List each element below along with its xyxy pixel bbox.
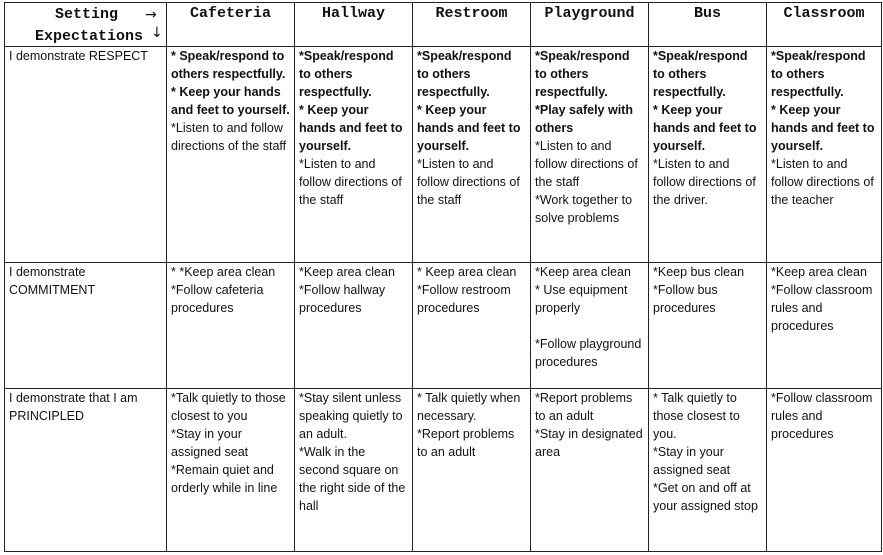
cell-respect-restroom — [413, 47, 531, 263]
expectation-item: *Keep area clean — [771, 265, 867, 279]
row-label-line: COMMITMENT — [9, 283, 96, 297]
expectation-item: *Follow playground procedures — [535, 337, 642, 369]
expectation-item: *Stay in your assigned seat — [653, 445, 731, 477]
cell-commitment-restroom — [413, 263, 531, 389]
expectation-item: * Talk quietly when necessary. — [417, 391, 521, 423]
expectation-item: * Keep your hands and feet to yourself. — [653, 103, 757, 153]
cell-principled-cafeteria — [167, 389, 295, 552]
cell-principled-playground — [531, 389, 649, 552]
arrow-down-icon: ↓ — [151, 25, 163, 41]
expectation-item: *Listen to and follow directions of the driver. — [653, 157, 756, 207]
column-header-cafeteria: Cafeteria — [167, 3, 295, 47]
cell-respect-playground — [531, 47, 649, 263]
header-row — [5, 3, 882, 47]
column-header-restroom: Restroom — [413, 3, 531, 47]
expectation-item: *Follow bus procedures — [653, 283, 718, 315]
cell-principled-restroom — [413, 389, 531, 552]
expectation-item: *Speak/respond to others respectfully. — [299, 49, 394, 99]
arrow-right-icon: → — [145, 7, 157, 23]
corner-header — [5, 3, 167, 47]
expectation-item: *Speak/respond to others respectfully. — [771, 49, 866, 99]
expectation-item: *Follow hallway procedures — [299, 283, 386, 315]
cell-respect-hallway — [295, 47, 413, 263]
expectation-item: * Keep area clean — [417, 265, 517, 279]
expectation-item: * Keep your hands and feet to yourself. — [171, 85, 290, 117]
expectation-item: * Keep your hands and feet to yourself. — [299, 103, 403, 153]
expectation-item: * Use equipment properly — [535, 283, 628, 315]
row-label-line: PRINCIPLED — [9, 409, 85, 423]
corner-title-line2: Expectations — [35, 28, 144, 45]
expectation-item: *Walk in the second square on the right side of the hall — [299, 445, 406, 513]
expectation-item: *Keep bus clean — [653, 265, 745, 279]
expectation-item: * Talk quietly to those closest to you. — [653, 391, 740, 441]
cell-commitment-classroom — [767, 263, 882, 389]
cell-commitment-bus — [649, 263, 767, 389]
expectation-item: * *Keep area clean — [171, 265, 276, 279]
expectation-item — [535, 317, 644, 335]
expectation-item: *Follow cafeteria procedures — [171, 283, 264, 315]
expectation-item: *Follow classroom rules and procedures — [771, 391, 873, 441]
expectation-item: *Speak/respond to others respectfully. — [535, 49, 630, 99]
column-header-playground: Playground — [531, 3, 649, 47]
cell-commitment-playground — [531, 263, 649, 389]
cell-principled-hallway — [295, 389, 413, 552]
row-label-line: I demonstrate RESPECT — [9, 49, 148, 63]
expectation-item: *Get on and off at your assigned stop — [653, 481, 758, 513]
cell-commitment-hallway — [295, 263, 413, 389]
row-label-line: I demonstrate that I am — [9, 391, 138, 405]
expectation-item: * Keep your hands and feet to yourself. — [771, 103, 875, 153]
expectation-item: *Listen to and follow directions of the staff — [535, 139, 638, 189]
expectation-item: *Listen to and follow directions of the staff — [299, 157, 402, 207]
expectation-item: *Talk quietly to those closest to you — [171, 391, 286, 423]
expectation-item: *Stay in designated area — [535, 427, 643, 459]
corner-title-line1: Setting — [55, 6, 119, 23]
expectation-item: *Stay silent unless speaking quietly to an adult. — [299, 391, 403, 441]
row-principled — [5, 389, 882, 552]
cell-principled-bus — [649, 389, 767, 552]
cell-commitment-cafeteria — [167, 263, 295, 389]
expectation-item: *Keep area clean — [535, 265, 631, 279]
cell-respect-bus — [649, 47, 767, 263]
cell-respect-classroom — [767, 47, 882, 263]
expectation-item: *Follow classroom rules and procedures — [771, 283, 873, 333]
row-header-respect — [5, 47, 167, 263]
expectation-item: *Play safely with others — [535, 103, 633, 135]
row-header-commitment — [5, 263, 167, 389]
expectation-item: *Follow restroom procedures — [417, 283, 511, 315]
row-commitment — [5, 263, 882, 389]
row-header-principled — [5, 389, 167, 552]
column-header-bus: Bus — [649, 3, 767, 47]
expectation-item: *Speak/respond to others respectfully. — [653, 49, 748, 99]
column-header-hallway: Hallway — [295, 3, 413, 47]
expectation-item: * Keep your hands and feet to yourself. — [417, 103, 521, 153]
expectations-matrix — [4, 2, 882, 552]
expectation-item: *Speak/respond to others respectfully. — [417, 49, 512, 99]
expectation-item: *Listen to and follow directions of the staff — [417, 157, 520, 207]
expectation-item: * Speak/respond to others respectfully. — [171, 49, 286, 81]
expectation-item: *Listen to and follow directions of the staff — [171, 121, 287, 153]
expectation-item: *Stay in your assigned seat — [171, 427, 249, 459]
column-header-classroom: Classroom — [767, 3, 882, 47]
expectation-item: *Listen to and follow directions of the teacher — [771, 157, 874, 207]
expectation-item: *Keep area clean — [299, 265, 395, 279]
row-respect — [5, 47, 882, 263]
expectation-item: *Work together to solve problems — [535, 193, 633, 225]
row-label-line: I demonstrate — [9, 265, 86, 279]
cell-respect-cafeteria — [167, 47, 295, 263]
expectation-item: *Report problems to an adult — [417, 427, 515, 459]
expectation-item: *Remain quiet and orderly while in line — [171, 463, 278, 495]
cell-principled-classroom — [767, 389, 882, 552]
expectation-item: *Report problems to an adult — [535, 391, 633, 423]
matrix-body — [5, 47, 882, 552]
